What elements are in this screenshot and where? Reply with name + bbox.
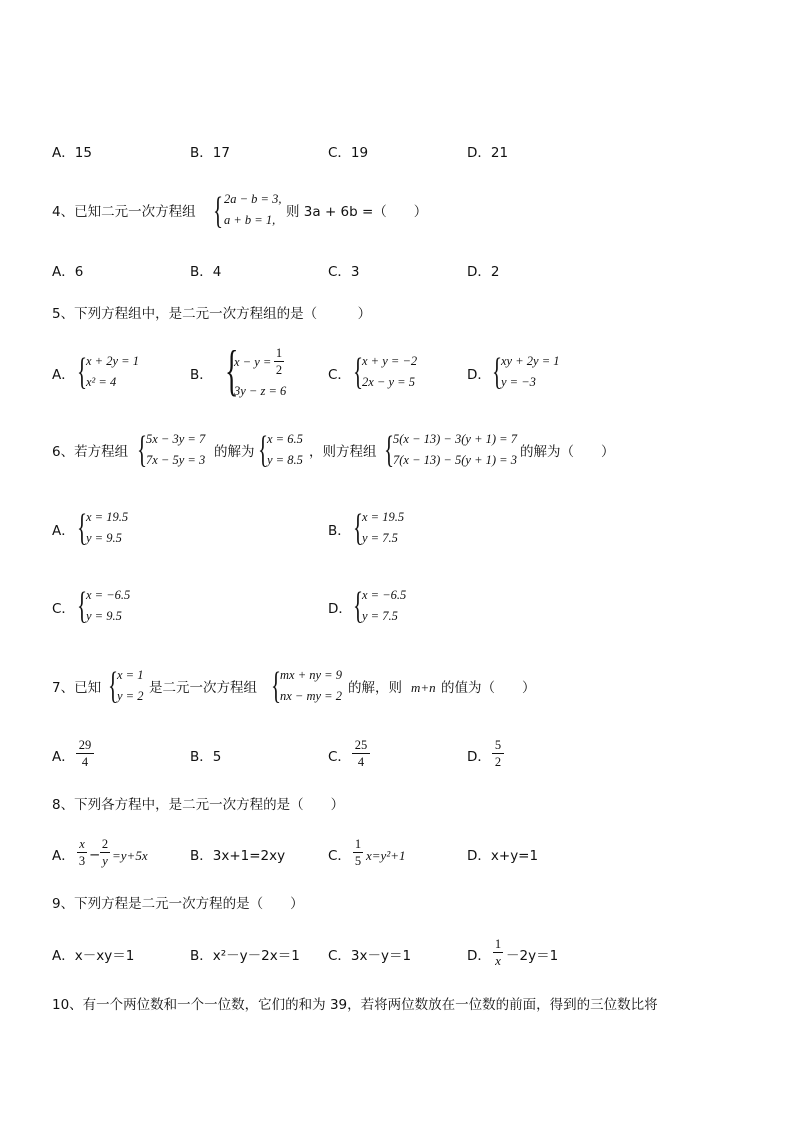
q9-d-rest: －2y＝1 xyxy=(506,948,559,964)
q6-a-brace: { xyxy=(77,507,88,549)
q6-a-label: A． xyxy=(52,523,75,539)
q9-option-a: A．x－xy＝1 xyxy=(52,948,135,964)
q4-eq1: 2a − b = 3, xyxy=(224,192,282,206)
q8-c-label: C． xyxy=(328,848,351,864)
q6-brace-3: { xyxy=(384,429,395,471)
q7-c-fraction: 25 4 xyxy=(352,738,370,769)
q8-a-label: A． xyxy=(52,848,75,864)
q3-option-b: B．17 xyxy=(190,145,230,161)
q7-option-b: B．5 xyxy=(190,749,222,765)
q7-tail-2: 的值为（ ） xyxy=(441,680,536,696)
q3-option-d: D．21 xyxy=(467,145,509,161)
q6-s1-eq2: 7x − 5y = 3 xyxy=(146,453,206,467)
q5-c-eq1: x + y = −2 xyxy=(362,354,418,368)
q5-stem: 5、下列方程组中，是二元一次方程组的是（ ） xyxy=(52,306,372,322)
q6-c-brace: { xyxy=(77,585,88,627)
q5-a-eq2: x² = 4 xyxy=(86,375,117,389)
q7-mid: 是二元一次方程组 xyxy=(149,680,257,696)
q8-c-rest: x=y²+1 xyxy=(366,848,406,863)
q10-stem: 10、有一个两位数和一个一位数，它们的和为 39，若将两位数放在一位数的前面，得到的三位数比将 xyxy=(52,997,658,1013)
q5-b-brace: { xyxy=(225,340,239,402)
q9-option-b: B．x²－y－2x＝1 xyxy=(190,948,300,964)
q6-s3-eq1: 5(x − 13) − 3(y + 1) = 7 xyxy=(393,432,517,446)
q7-s1-eq1: x = 1 xyxy=(117,668,144,682)
q6-a-eq1: x = 19.5 xyxy=(86,510,129,524)
q5-c-label: C． xyxy=(328,367,351,383)
q8-stem: 8、下列各方程中，是二元一次方程的是（ ） xyxy=(52,797,345,813)
q3-option-a: A．15 xyxy=(52,145,92,161)
q7-a-fraction: 29 4 xyxy=(76,738,94,769)
q6-d-brace: { xyxy=(353,585,364,627)
q8-a-fraction-2: 2 y xyxy=(101,837,109,868)
q7-s2-eq1: mx + ny = 9 xyxy=(280,668,342,682)
q4-stem-end: 则 3a + 6b =（ ） xyxy=(286,204,428,220)
q6-brace-1: { xyxy=(137,429,148,471)
q8-a-minus: − xyxy=(89,847,101,863)
q7-expression: m+n xyxy=(411,680,436,695)
q6-b-eq1: x = 19.5 xyxy=(362,510,405,524)
q4-option-c: C．3 xyxy=(328,264,360,280)
q5-a-eq1: x + 2y = 1 xyxy=(86,354,139,368)
q7-brace-2: { xyxy=(271,665,282,707)
q6-b-brace: { xyxy=(353,507,364,549)
q5-b-label: B． xyxy=(190,367,213,383)
q6-d-label: D． xyxy=(328,601,352,617)
q6-stem-start: 6、若方程组 xyxy=(52,444,129,460)
q7-a-label: A． xyxy=(52,749,75,765)
q6-s1-eq1: 5x − 3y = 7 xyxy=(146,432,206,446)
q6-mid-1: 的解为 xyxy=(214,444,255,460)
q4-option-a: A．6 xyxy=(52,264,84,280)
q6-s2-eq1: x = 6.5 xyxy=(267,432,303,446)
q5-c-brace: { xyxy=(353,351,364,393)
q8-option-d: D．x+y=1 xyxy=(467,848,539,864)
q5-d-label: D． xyxy=(467,367,491,383)
q9-d-label: D． xyxy=(467,948,491,964)
q5-d-brace: { xyxy=(492,351,503,393)
q7-d-fraction: 5 2 xyxy=(492,738,504,769)
q6-brace-2: { xyxy=(258,429,269,471)
q4-option-d: D．2 xyxy=(467,264,500,280)
q6-a-eq2: y = 9.5 xyxy=(86,531,122,545)
q8-a-fraction-1: x 3 xyxy=(78,837,86,868)
q9-option-c: C．3x－y＝1 xyxy=(328,948,412,964)
q7-d-label: D． xyxy=(467,749,491,765)
q5-a-brace: { xyxy=(77,351,88,393)
q5-c-eq2: 2x − y = 5 xyxy=(362,375,415,389)
q7-stem-start: 7、已知 xyxy=(52,680,102,696)
q6-c-eq2: y = 9.5 xyxy=(86,609,122,623)
q5-a-label: A． xyxy=(52,367,75,383)
q4-brace: { xyxy=(213,190,224,232)
q7-brace-1: { xyxy=(108,665,119,707)
q6-s2-eq2: y = 8.5 xyxy=(267,453,303,467)
q7-tail-1: 的解，则 xyxy=(348,680,402,696)
q8-option-b: B．3x+1=2xy xyxy=(190,848,286,864)
q8-c-fraction: 1 5 xyxy=(354,837,362,868)
q6-c-label: C． xyxy=(52,601,75,617)
q5-d-eq1: xy + 2y = 1 xyxy=(501,354,560,368)
q6-d-eq1: x = −6.5 xyxy=(362,588,407,602)
q4-stem-start: 4、已知二元一次方程组 xyxy=(52,204,196,220)
q6-b-eq2: y = 7.5 xyxy=(362,531,398,545)
q9-stem: 9、下列方程是二元一次方程的是（ ） xyxy=(52,896,304,912)
q6-d-eq2: y = 7.5 xyxy=(362,609,398,623)
q9-d-fraction: 1 x xyxy=(494,937,502,968)
q6-s3-eq2: 7(x − 13) − 5(y + 1) = 3 xyxy=(393,453,517,467)
q6-c-eq1: x = −6.5 xyxy=(86,588,131,602)
q7-s2-eq2: nx − my = 2 xyxy=(280,689,342,703)
q4-eq2: a + b = 1, xyxy=(224,213,276,227)
q4-option-b: B．4 xyxy=(190,264,222,280)
q5-b-eq2: 3y − z = 6 xyxy=(234,384,287,398)
q5-d-eq2: y = −3 xyxy=(501,375,536,389)
q5-b-eq1: x − y = xyxy=(234,355,272,369)
q8-a-rest: =y+5x xyxy=(112,848,148,863)
q6-b-label: B． xyxy=(328,523,351,539)
q6-mid-2: ，则方程组 xyxy=(309,444,377,460)
q3-option-c: C．19 xyxy=(328,145,369,161)
q6-stem-end: 的解为（ ） xyxy=(520,444,615,460)
q7-s1-eq2: y = 2 xyxy=(117,689,144,703)
q5-b-fraction: 1 2 xyxy=(275,346,283,377)
q7-c-label: C． xyxy=(328,749,351,765)
